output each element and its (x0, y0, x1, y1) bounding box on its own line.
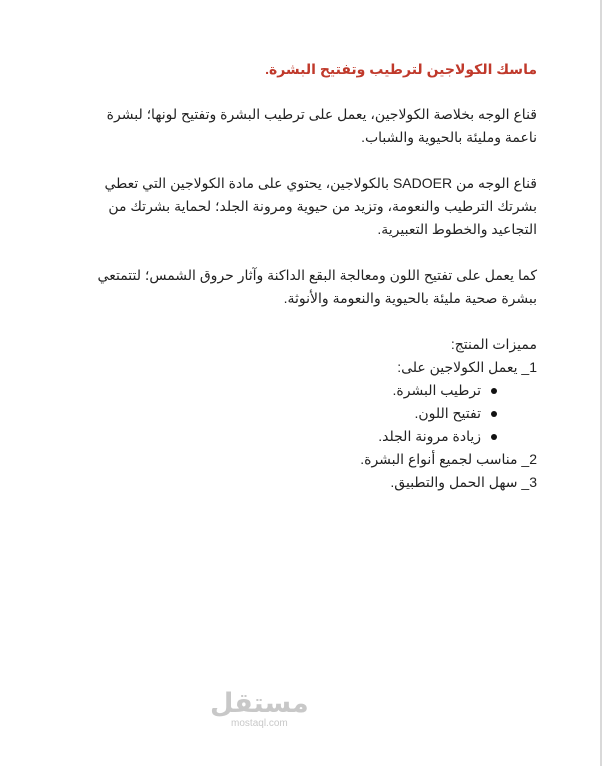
paragraph-benefits: كما يعمل على تفتيح اللون ومعالجة البقع الداكنة وآثار حروق الشمس؛ لتتمتعي ببشرة صحية مليئة بالحيوية والنعومة والأنوثة. (97, 267, 537, 306)
feature-1: 1_ يعمل الكولاجين على: (397, 359, 537, 375)
document-body (97, 58, 537, 494)
paragraph-intro: قناع الوجه بخلاصة الكولاجين، يعمل على ترطيب البشرة وتفتيح لونها؛ لبشرة ناعمة ومليئة بالحيوية والشباب. (106, 106, 537, 145)
document-title: ماسك الكولاجين لترطيب وتفتيح البشرة. (265, 61, 537, 77)
feature-3: 3_ سهل الحمل والتطبيق. (390, 474, 537, 490)
mostaql-watermark (210, 688, 309, 730)
features-title: مميزات المنتج: (450, 336, 537, 352)
paragraph-sadoer: قناع الوجه من SADOER بالكولاجين، يحتوي على مادة الكولاجين التي تعطي بشرتك الترطيب والنعومة، وتزيد من حيوية ومرونة الجلد؛ لحماية بشرتك من التجاعيد والخطوط التعبيرية. (104, 175, 537, 237)
bullet-item: تفتيح اللون. (97, 402, 497, 425)
feature-1-bullets (97, 379, 537, 448)
watermark-url: mostaql.com (231, 718, 288, 729)
feature-2: 2_ مناسب لجميع أنواع البشرة. (360, 451, 537, 467)
watermark-arabic: مستقل (210, 688, 309, 718)
features-section (97, 333, 537, 494)
bullet-item: زيادة مرونة الجلد. (97, 425, 497, 448)
bullet-item: ترطيب البشرة. (97, 379, 497, 402)
